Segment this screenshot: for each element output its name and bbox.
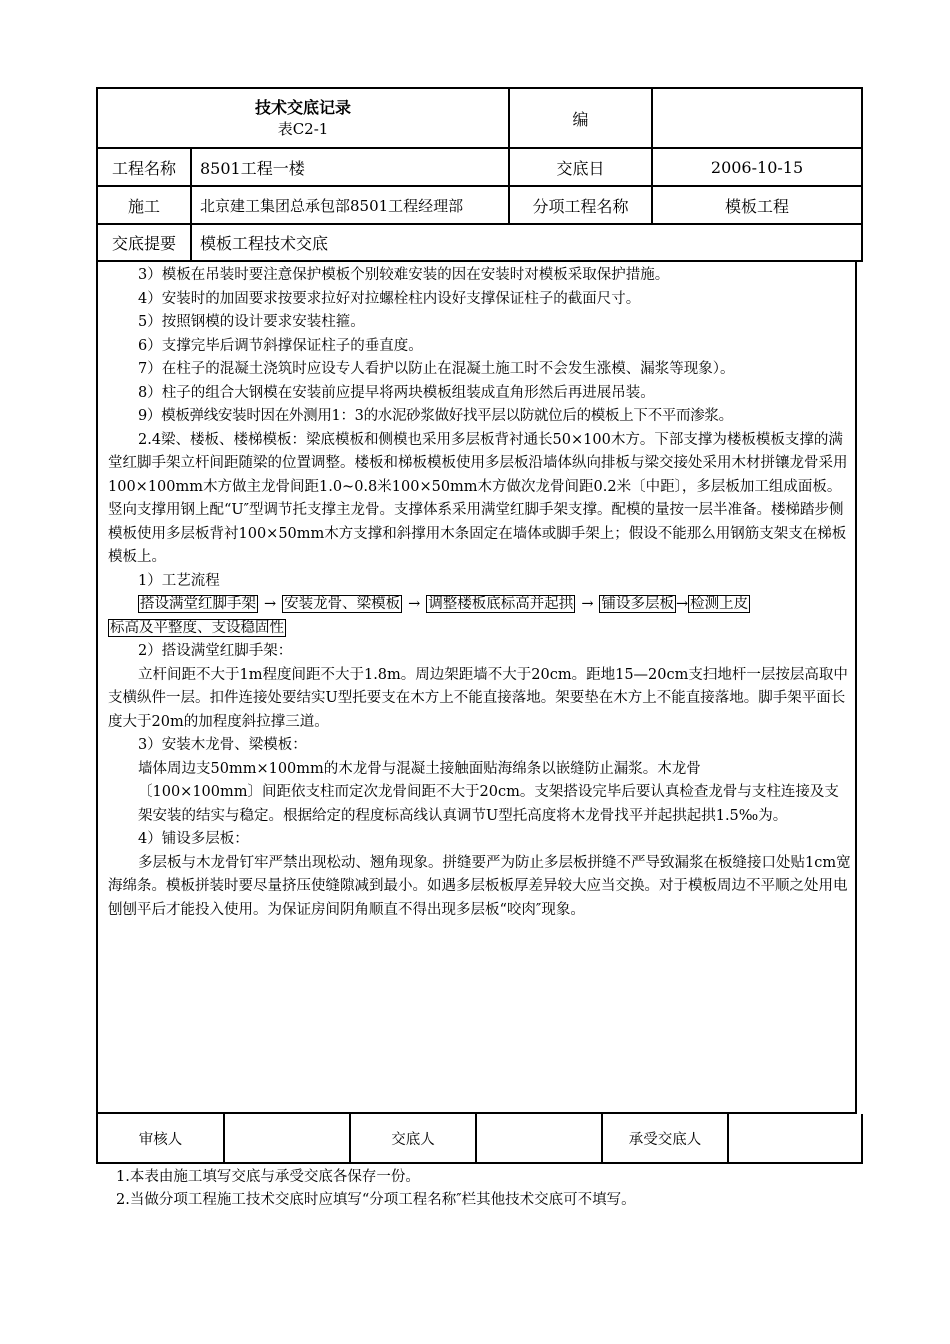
construction-label: 施工 — [97, 186, 191, 224]
paragraph: 9）模板弹线安装时因在外测用1：3的水泥砂浆做好找平层以防就位后的模板上下不平而渗浆。 — [138, 408, 733, 424]
paragraph: 5）按照钢模的设计要求安装柱箍。 — [138, 314, 365, 330]
construction-unit-value[interactable]: 北京建工集团总承包部8501工程经理部 — [191, 186, 509, 224]
paragraph: 3）安装木龙骨、梁模板： — [138, 737, 307, 753]
paragraph: 立杆间距不大于1m程度间距不大于1.8m。周边架距墙不大于20cm。距地15—20cm支扫地杆一层按层高取中支横纵件一层。扣件连接处要结实U型托要支在木方上不能直接落地。架要垫在木方上不能直接落地。脚手架平面长度大于20m的加程度斜拉撑三道。 — [108, 666, 848, 730]
date-label: 交底日 — [509, 148, 652, 186]
process-flow-continued — [108, 617, 853, 641]
signature-table — [96, 1114, 863, 1164]
form-notes — [116, 1166, 636, 1212]
receiver-field[interactable] — [728, 1114, 862, 1163]
paragraph: 8）柱子的组合大钢模在安装前应提早将两块模板组装成直角形然后再进展吊装。 — [138, 384, 655, 401]
flow-step: 铺设多层板 — [601, 596, 674, 612]
summary-label: 交底提要 — [97, 224, 191, 261]
flow-step: 安装龙骨、梁模板 — [284, 596, 401, 612]
receiver-label: 承受交底人 — [602, 1114, 728, 1163]
paragraph: 1）工艺流程 — [138, 572, 220, 589]
discloser-label: 交底人 — [350, 1114, 476, 1163]
flow-step: 调整楼板底标高并起拱 — [428, 596, 574, 612]
arrow-icon: → — [408, 596, 421, 612]
paragraph: 墙体周边支50mm×100mm的木龙骨与混凝土接触面贴海绵条以嵌缝防止漏浆。木龙骨 — [138, 760, 701, 777]
bian-value[interactable] — [652, 88, 862, 148]
arrow-icon: → — [581, 596, 594, 612]
arrow-icon: → — [264, 596, 277, 612]
discloser-field[interactable] — [476, 1114, 602, 1163]
form-title: 技术交底记录 — [255, 98, 352, 117]
paragraph: 多层板与木龙骨钉牢严禁出现松动、翘角现象。拼缝要严为防止多层板拼缝不严导致漏浆在板缝接口处贴1cm宽海绵条。模板拼装时要尽量挤压使缝隙减到最小。如遇多层板板厚差异较大应当交换。对于模板周边不平顺之处用电刨刨平后才能投入使用。为保证房间阴角顺直不得出现多层板“咬肉″现象。 — [108, 854, 851, 918]
form-number: 表C2-1 — [277, 120, 329, 138]
flow-step: 检测上皮 — [690, 596, 749, 612]
paragraph: 6）支撑完毕后调节斜撑保证柱子的垂直度。 — [138, 337, 423, 354]
arrow-icon: → — [675, 596, 689, 612]
flow-step: 搭设满堂红脚手架 — [140, 596, 256, 612]
note-item: 1.本表由施工填写交底与承受交底各保存一份。 — [116, 1169, 420, 1185]
process-flow — [108, 593, 853, 617]
paragraph: 3）模板在吊装时要注意保护模板个别较难安装的因在安装时对模板采取保护措施。 — [138, 267, 670, 283]
flow-step: 标高及平整度、支设稳固性 — [110, 619, 284, 636]
paragraph: 2）搭设满堂红脚手架： — [138, 643, 293, 659]
subproject-value[interactable]: 模板工程 — [652, 186, 862, 224]
project-name-label: 工程名称 — [97, 148, 191, 186]
paragraph: 4）铺设多层板： — [138, 831, 249, 847]
content-area — [96, 262, 857, 1114]
header-table — [96, 87, 863, 262]
summary-value[interactable]: 模板工程技术交底 — [191, 224, 862, 261]
paragraph: 2.4梁、楼板、楼梯模板：梁底模板和侧模也采用多层板背衬通长50×100木方。下部支撑为楼板模板支撑的满堂红脚手架立杆间距随梁的位置调整。楼板和梯板模板使用多层板沿墙体纵向排板与梁交接处采用木材拼镶龙骨采用100×100mm木方做主龙骨间距1.0~0.8米100×50mm木方做次龙骨间距0.2米〔中距〕，多层板加工组成面板。竖向支撑用钢上配“U″型调节托支撑主龙骨。支撑体系采用满堂红脚手架支撑。配模的量按一层半准备。楼梯踏步侧模板使用多层板背衬100×50mm木方支撑和斜撑用木条固定在墙体或脚手架上；假设不能那么用钢筋支架支在梯板模板上。 — [108, 431, 848, 565]
date-value[interactable]: 2006-10-15 — [652, 148, 862, 186]
reviewer-field[interactable] — [224, 1114, 350, 1163]
form-title-cell — [97, 88, 509, 148]
paragraph: 7）在柱子的混凝土浇筑时应设专人看护以防止在混凝土施工时不会发生涨模、漏浆等现象）。 — [138, 361, 735, 377]
subproject-label: 分项工程名称 — [509, 186, 652, 224]
paragraph: 4）安装时的加固要求按要求拉好对拉螺栓柱内设好支撑保证柱子的截面尺寸。 — [138, 290, 641, 307]
note-item: 2.当做分项工程施工技术交底时应填写“分项工程名称″栏其他技术交底可不填写。 — [116, 1192, 636, 1208]
reviewer-label: 审核人 — [97, 1114, 224, 1163]
project-name-value[interactable]: 8501工程一楼 — [191, 148, 509, 186]
paragraph: 〔100×100mm〕间距依支柱而定次龙骨间距不大于20cm。支架搭设完毕后要认真检查龙骨与支柱连接及支架安装的结实与稳定。根据给定的程度标高线认真调节U型托高度将木龙骨找平并起拱起拱1.5‰为。 — [138, 784, 839, 824]
disclosure-form — [96, 87, 860, 1164]
bian-label: 编 — [509, 88, 652, 148]
content-text — [108, 264, 853, 922]
